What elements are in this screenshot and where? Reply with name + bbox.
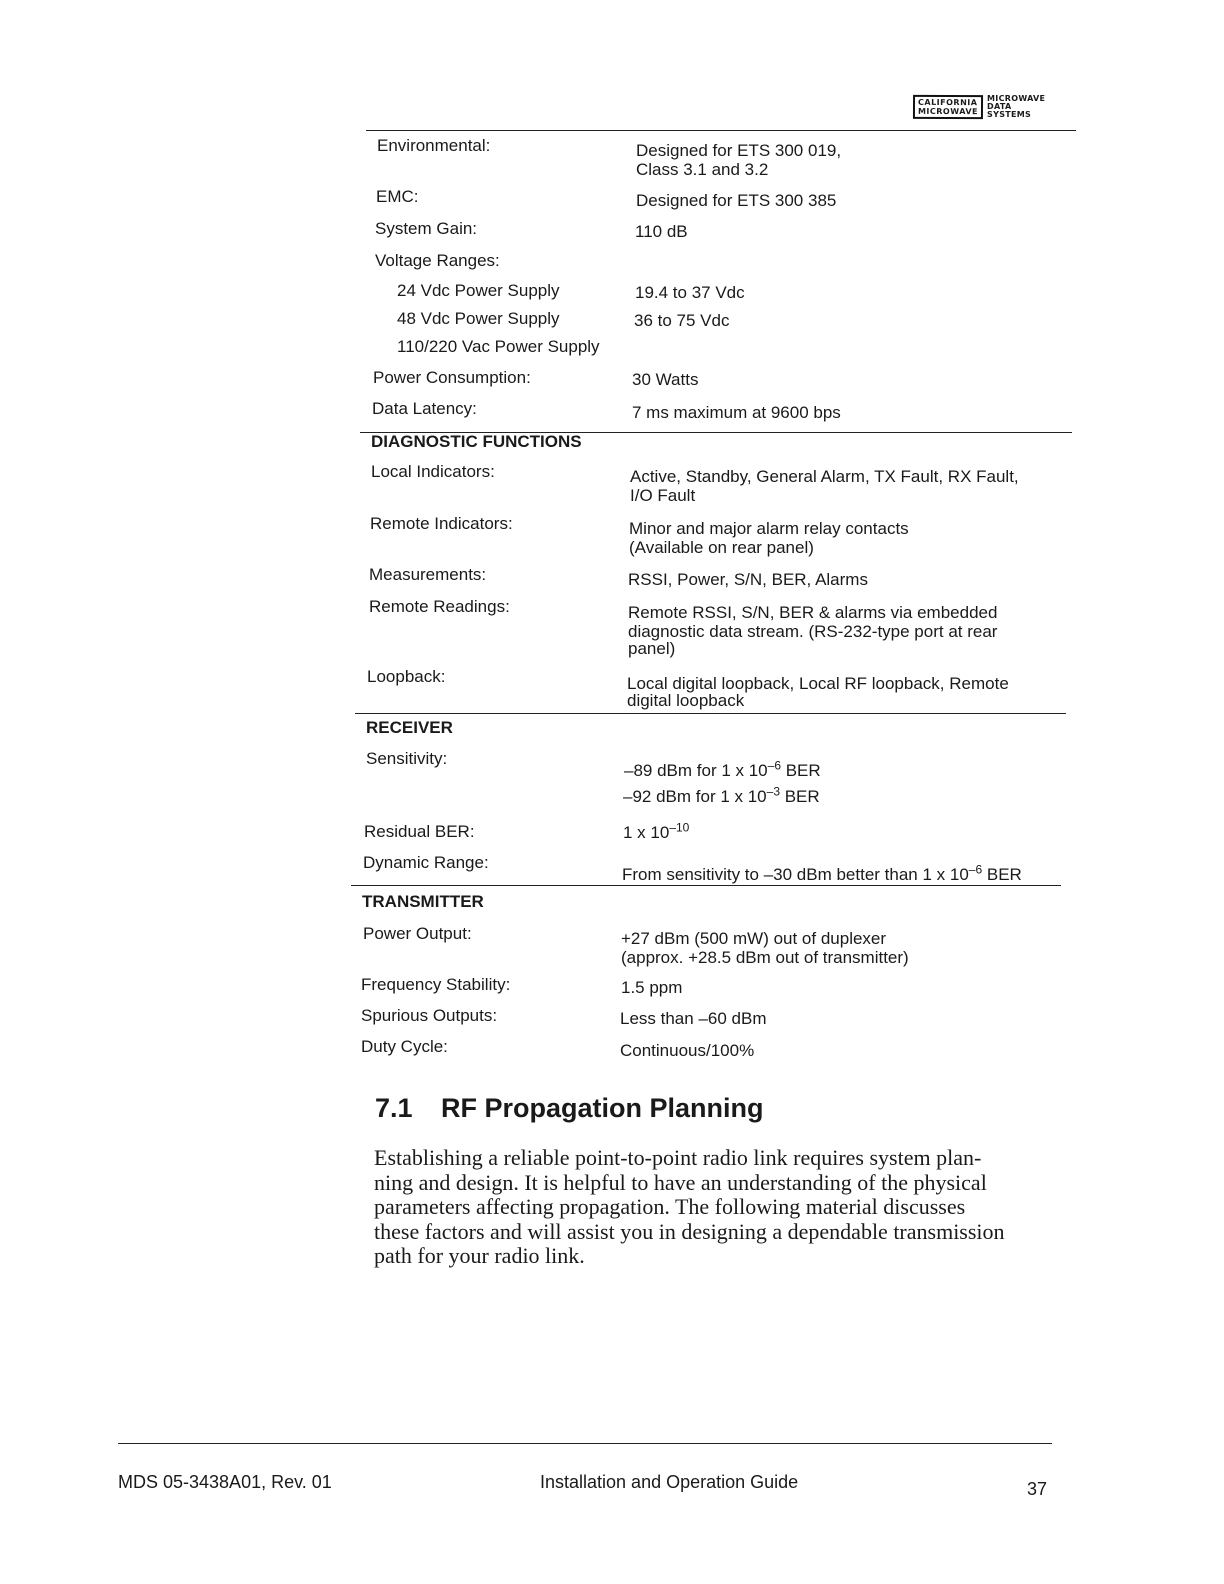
local-indicators-value: Active, Standby, General Alarm, TX Fault, RX Fault, (630, 467, 1019, 486)
dynamic-range-value (622, 862, 1022, 885)
logo-box-line-1: CALIFORNIA (918, 97, 978, 108)
remote-indicators-value: Minor and major alarm relay contacts (629, 519, 909, 538)
dynamic-base: From sensitivity to –30 dBm better than 1 x 10 (622, 865, 969, 884)
environmental-label: Environmental: (377, 136, 491, 155)
remote-indicators-label: Remote Indicators: (370, 514, 513, 533)
remote-readings-value-3: panel) (628, 639, 676, 658)
environmental-value: Designed for ETS 300 019, (636, 141, 842, 160)
residual-base: 1 x 10 (623, 823, 670, 842)
power-consumption-value: 30 Watts (632, 370, 699, 389)
frequency-stability-label: Frequency Stability: (361, 975, 511, 994)
emc-label: EMC: (376, 187, 419, 206)
paragraph-line-5: path for your radio link. (374, 1243, 585, 1268)
frequency-stability-value: 1.5 ppm (621, 978, 683, 997)
spurious-outputs-label: Spurious Outputs: (361, 1006, 498, 1025)
duty-cycle-label: Duty Cycle: (361, 1037, 448, 1056)
logo-word-1: MICROWAVE (987, 94, 1046, 103)
voltage-24-label: 24 Vdc Power Supply (397, 281, 560, 300)
sensitivity-2-exponent: –3 (766, 784, 780, 799)
dynamic-range-label: Dynamic Range: (363, 853, 489, 872)
sensitivity-2-tail: BER (780, 787, 820, 806)
sensitivity-1-base: –89 dBm for 1 x 10 (624, 761, 768, 780)
data-latency-label: Data Latency: (372, 399, 477, 418)
remote-indicators-value-2: (Available on rear panel) (629, 538, 814, 557)
measurements-label: Measurements: (369, 565, 487, 584)
section-paragraph (374, 1146, 1074, 1269)
transmitter-rule (351, 885, 1061, 886)
voltage-ac-label: 110/220 Vac Power Supply (397, 337, 600, 356)
section-heading (375, 1092, 764, 1124)
section-title: RF Propagation Planning (441, 1093, 764, 1123)
logo-box-line-2: MICROWAVE (917, 106, 979, 117)
sensitivity-value-2 (623, 784, 820, 807)
voltage-48-label: 48 Vdc Power Supply (397, 309, 560, 328)
footer-guide-title: Installation and Operation Guide (540, 1472, 799, 1492)
footer-doc-number: MDS 05-3438A01, Rev. 01 (118, 1472, 332, 1492)
data-latency-value: 7 ms maximum at 9600 bps (632, 403, 841, 422)
duty-cycle-value: Continuous/100% (620, 1041, 755, 1060)
system-gain-label: System Gain: (375, 219, 478, 238)
sensitivity-2-base: –92 dBm for 1 x 10 (623, 787, 767, 806)
power-output-value-2: (approx. +28.5 dBm out of transmitter) (621, 948, 909, 967)
power-output-label: Power Output: (363, 924, 472, 943)
dynamic-tail: BER (982, 865, 1022, 884)
paragraph-line-1: Establishing a reliable point-to-point radio link requires system plan- (374, 1145, 982, 1170)
power-consumption-label: Power Consumption: (373, 368, 531, 387)
remote-readings-label: Remote Readings: (369, 597, 510, 616)
local-indicators-label: Local Indicators: (371, 462, 495, 481)
sensitivity-value-1 (624, 758, 821, 781)
remote-readings-value-2: diagnostic data stream. (RS-232-type port at rear (628, 622, 998, 641)
spurious-outputs-value: Less than –60 dBm (620, 1009, 767, 1028)
loopback-label: Loopback: (367, 667, 446, 686)
transmitter-heading: TRANSMITTER (362, 892, 484, 911)
residual-ber-label: Residual BER: (364, 822, 475, 841)
measurements-value: RSSI, Power, S/N, BER, Alarms (628, 570, 868, 589)
paragraph-line-4: these factors and will assist you in designing a dependable transmission (374, 1218, 1005, 1244)
table-top-rule (366, 130, 1076, 131)
receiver-heading: RECEIVER (366, 718, 453, 737)
paragraph-line-2: ning and design. It is helpful to have an understanding of the physical (374, 1169, 987, 1195)
dynamic-exponent: –6 (968, 862, 983, 877)
local-indicators-value-2: I/O Fault (630, 486, 696, 505)
emc-value: Designed for ETS 300 385 (636, 191, 837, 210)
diagnostic-heading: DIAGNOSTIC FUNCTIONS (371, 432, 582, 451)
section-number: 7.1 (375, 1093, 413, 1123)
sensitivity-label: Sensitivity: (366, 749, 448, 768)
residual-ber-value (623, 820, 690, 843)
voltage-24-value: 19.4 to 37 Vdc (635, 283, 745, 302)
loopback-value: Local digital loopback, Local RF loopback, Remote (627, 674, 1009, 693)
sensitivity-1-tail: BER (781, 761, 821, 780)
remote-readings-value: Remote RSSI, S/N, BER & alarms via embedded (628, 603, 998, 622)
receiver-rule (355, 713, 1066, 714)
logo-word-3: SYSTEMS (987, 110, 1032, 119)
environmental-value-2: Class 3.1 and 3.2 (636, 160, 769, 179)
system-gain-value: 110 dB (635, 222, 688, 241)
sensitivity-1-exponent: –6 (767, 758, 781, 773)
loopback-value-2: digital loopback (627, 691, 745, 710)
footer-rule (118, 1443, 1052, 1444)
power-output-value: +27 dBm (500 mW) out of duplexer (621, 929, 887, 948)
residual-exponent: –10 (669, 820, 690, 835)
voltage-ranges-label: Voltage Ranges: (375, 251, 500, 270)
paragraph-line-3: parameters affecting propagation. The following material discusses (374, 1194, 966, 1219)
voltage-48-value: 36 to 75 Vdc (634, 311, 730, 330)
logo-word-2: DATA (987, 102, 1012, 111)
footer-page-number: 37 (1027, 1479, 1048, 1499)
